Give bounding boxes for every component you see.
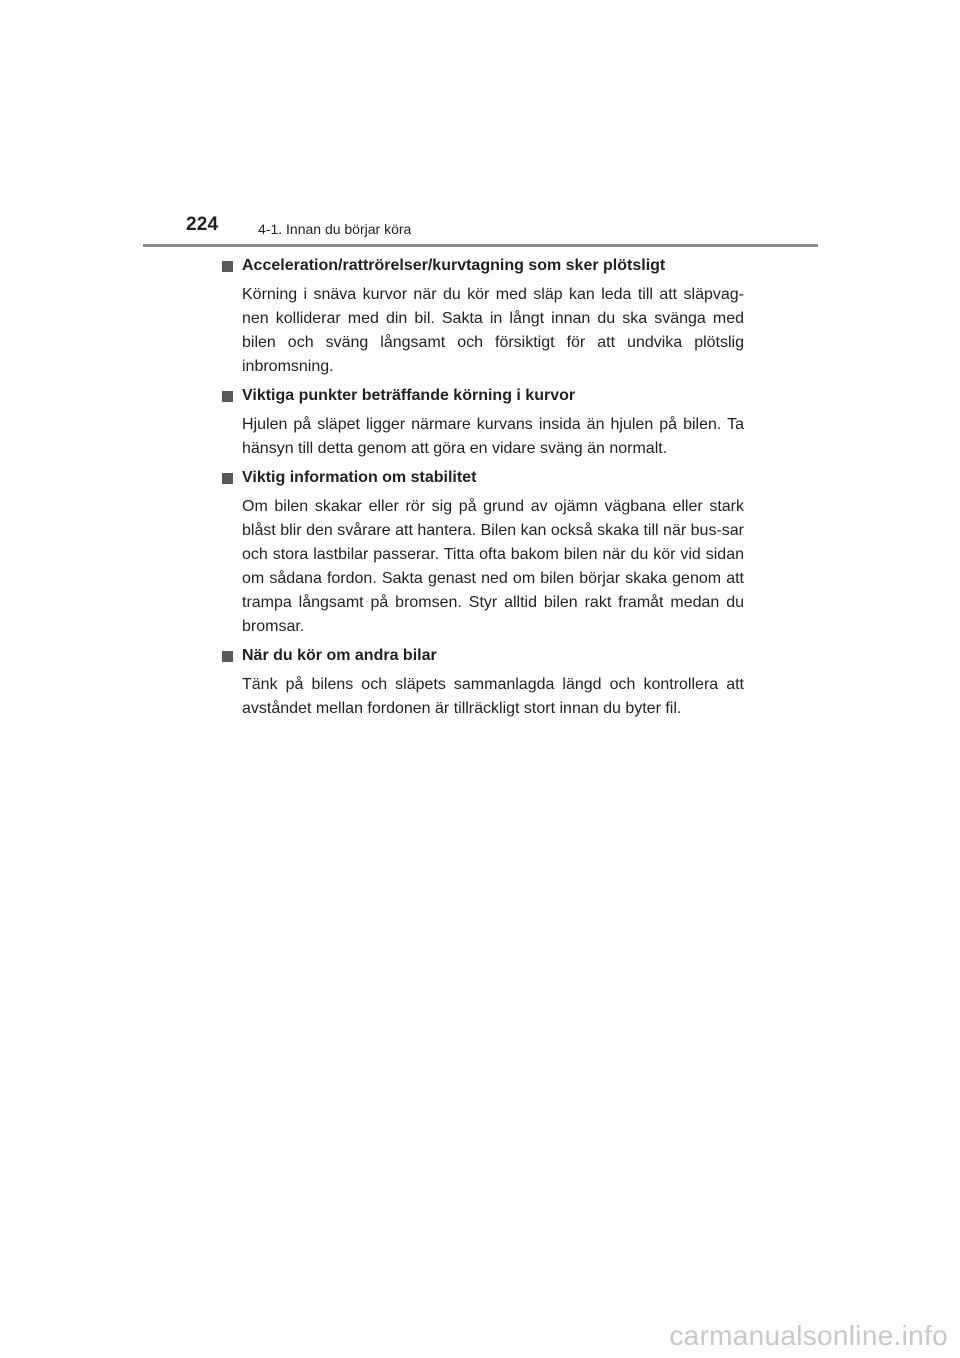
section-heading-text: Acceleration/rattrörelser/kurvtagning som sker plötsligt [242,257,666,274]
header-rule [143,244,818,247]
square-bullet-icon [222,391,233,402]
section-heading-text: När du kör om andra bilar [242,647,437,664]
page-number: 224 [186,214,219,235]
section-body: Körning i snäva kurvor när du kör med släp kan leda till att släpvag-nen kolliderar med din bil. Sakta in långt innan du ska svänga med bilen och sväng långsamt och försiktigt för att undvika plötslig inbromsning. [242,286,744,375]
section-cornering [222,384,744,461]
section-overtaking [222,644,744,721]
section-sudden-acceleration [222,254,744,379]
square-bullet-icon [222,651,233,662]
section-heading-text: Viktiga punkter beträffande körning i kurvor [242,387,576,404]
section-heading [222,644,744,668]
section-body: Om bilen skakar eller rör sig på grund av ojämn vägbana eller stark blåst blir den svårare att hantera. Bilen kan också skaka till när bus-sar och stora lastbilar passerar. Titta ofta bakom bilen när du kör vid sidan om sådana fordon. Sakta genast ned om bilen börjar skaka genom att trampa långsamt på bromsen. Styr alltid bilen rakt framåt medan du bromsar. [242,498,744,635]
content [222,254,744,726]
watermark: carmanualsonline.info [669,1320,948,1351]
square-bullet-icon [222,473,233,484]
section-label: 4-1. Innan du börjar köra [258,221,412,237]
section-heading [222,384,744,408]
square-bullet-icon [222,261,233,272]
section-body: Hjulen på släpet ligger närmare kurvans insida än hjulen på bilen. Ta hänsyn till detta genom att göra en vidare sväng än normalt. [242,416,744,457]
section-body: Tänk på bilens och släpets sammanlagda längd och kontrollera att avståndet mellan fordonen är tillräckligt stort innan du byter fil. [242,676,744,717]
section-stability [222,466,744,639]
section-heading-text: Viktig information om stabilitet [242,469,477,486]
section-heading [222,254,744,278]
section-heading [222,466,744,490]
